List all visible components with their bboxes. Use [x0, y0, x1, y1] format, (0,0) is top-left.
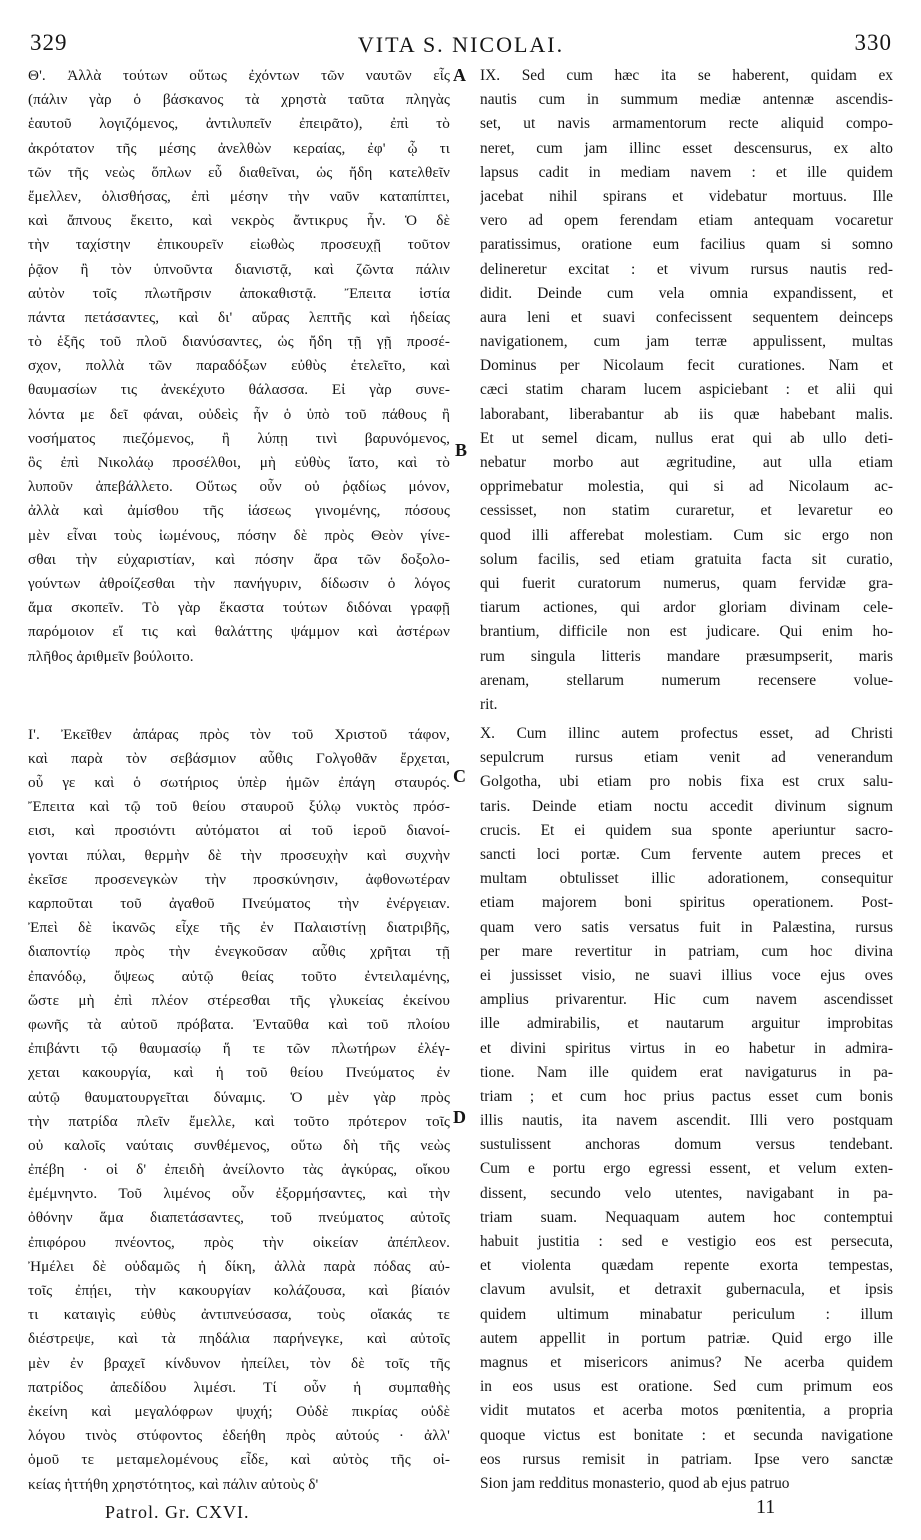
- right-page-number: 330: [854, 30, 892, 55]
- text-line: ῥᾷον ἢ τὸν ὑπνοῦντα διανιστᾷ, καὶ ζῶντα πάλιν: [28, 260, 450, 278]
- text-line: αὐτῷ θαυματουργεῖται δύναμις. Ὁ μὲν γὰρ πρὸς: [28, 1088, 450, 1106]
- latin-paragraph-ix: [480, 64, 893, 717]
- text-line: ἐπέβη · οἱ δ' ἐπειδὴ ἀνείλοντο τὰς ἀγκύρας, οἴκου: [28, 1161, 450, 1179]
- text-line: clavum avulsit, et detraxit gubernacula, et ipsis: [480, 1281, 893, 1299]
- text-line: λυποῦν ἀπεβάλλετο. Οὕτως οὖν οὐ ῥᾳδίως μόνον,: [28, 478, 450, 496]
- text-line: per mare revertitur in patriam, cum hoc divina: [480, 942, 893, 960]
- text-line: παρόμοιον εἴ τις καὶ θαλάττης ψάμμον καὶ ἀστέρων: [28, 623, 450, 641]
- text-line: ἐπανόδῳ, ὄψεως αὐτῷ θείας τοῦτο ἐντειλαμένης,: [28, 967, 450, 985]
- text-line: aura leni et suavi confecissent sequentem deinceps: [480, 308, 893, 326]
- text-line: εισι, καὶ προσιόντι αὐτόματοι αἱ τοῦ ἱεροῦ διανοί-: [28, 822, 450, 840]
- text-line: τὴν ταχίστην ἐπικουρεῖν εἰωθὼς προσευχῇ τοῦτον: [28, 236, 450, 254]
- text-line: Ι'. Ἐκεῖθεν ἀπάρας πρὸς τὸν τοῦ Χριστοῦ τάφον,: [28, 725, 450, 743]
- text-line: etiam majorem boni spiritus operationem. Post-: [480, 894, 893, 912]
- text-line: τὴν πατρίδα πλεῖν ἔμελλε, καὶ τοῦτο πρότερον τοῖς: [28, 1112, 450, 1130]
- text-line: σθαι τὴν εὐχαριστίαν, καὶ πόσην ἄρα τῶν δοξολο-: [28, 550, 450, 568]
- text-line: dissent, secundo velo utentes, navigabant in pa-: [480, 1184, 893, 1202]
- text-line: αὐτὸν τοῖς πλωτῆρσιν ἀποκαθιστᾷ. Ἔπειτα ἱστία: [28, 284, 450, 302]
- text-line: lapsus cadit in mediam navem : et ille quidem: [480, 163, 893, 181]
- text-line: τοῖς ἐπῄει, τὴν κακουργίαν κολάζουσα, καὶ βίαιόν: [28, 1282, 450, 1299]
- text-line: didit. Deinde cum vela omnia expandissent, et: [480, 284, 893, 302]
- text-line: magnus et misericors animus? Ne acerba quidem: [480, 1353, 893, 1371]
- text-line: (πάλιν γὰρ ὁ βάσκανος τὰ χρηστὰ ταῦτα πληγὰς: [28, 91, 450, 109]
- text-line: ὀθόνην ἅμα διαπετάσαντες, τοῦ πνεύματος αὐτοῖς: [28, 1209, 450, 1227]
- text-line: σχον, πολλὰ τῶν παραδόξων εὐθὺς ἐτελεῖτο, καὶ: [28, 357, 450, 375]
- margin-letter-b: B: [455, 440, 468, 460]
- text-line: καρποῦται τοῦ ἀγαθοῦ Πνεύματος τὴν ἐνέργειαν.: [28, 895, 450, 912]
- text-line: quidem ultimum minabatur periculum : illum: [480, 1305, 893, 1323]
- text-line: ἅμα σκοπεῖν. Τὸ γὰρ ἕκαστα τούτων διδόναι γραφῇ: [28, 599, 450, 617]
- text-line: vero ad opem ferendam etiam antequam vocaretur: [480, 212, 893, 230]
- text-line: θαυμασίων τις ἀνεκέχυτο θάλασσα. Εἰ γὰρ συνε-: [28, 381, 450, 399]
- text-line: ἐπιφόρου πνέοντος, πρὸς τὴν οἰκείαν ἀπέπλεον.: [28, 1233, 450, 1251]
- text-line: taris. Deinde etiam noctu accedit divinum signum: [480, 797, 893, 815]
- text-line: jacebat nihil spirans et videbatur mortuus. Ille: [480, 187, 893, 205]
- text-line: amplius privarentur. Hic cum navem ascendisset: [480, 991, 893, 1009]
- text-line: Cum e portu ergo egressi essent, et velum exten-: [480, 1160, 893, 1178]
- text-line: ὃς ἐπὶ Νικολάῳ προσέλθοι, μὴ εὐθὺς ἴατο, καὶ τὸ: [28, 454, 450, 471]
- text-line: πλῆθος ἀριθμεῖν βούλοιτο.: [28, 647, 194, 665]
- paragraph-gap: [28, 669, 450, 723]
- text-line: ille admirabilis, et nautarum arguitur improbitas: [480, 1015, 893, 1033]
- latin-paragraph-x: [480, 722, 893, 1496]
- text-line: γούντων ἀθροίζεσθαι τὴν πανήγυριν, δίδωσιν ὁ λόγος: [28, 574, 450, 592]
- text-line: opprimebatur molestia, qui si ad Nicolaum ac-: [480, 478, 893, 496]
- text-line: τῶν τῆς νεὼς ὅπλων εὖ διαθεῖναι, ὡς ἤδη κατελθεῖν: [28, 163, 450, 181]
- text-line: οὗ γε καὶ ὁ σωτήριος ὑπὲρ ἡμῶν ἐπάγη σταυρός.: [28, 774, 450, 792]
- margin-letter-c: C: [453, 766, 466, 786]
- footer-signature-number: 11: [756, 1496, 776, 1518]
- text-line: μὲν εἶναι τοὺς ἰωμένους, πόσην δὲ πρὸς Θεὸν γίνε-: [28, 526, 450, 544]
- text-line: eos rursus remisit in patriam. Ipse vero sanctæ: [480, 1450, 893, 1468]
- text-line: καὶ παρὰ τὸν σεβάσμιον αὖθις Γολγοθᾶν ἔρχεται,: [28, 749, 450, 767]
- text-line: ἑαυτοῦ λογιζόμενος, ἀντιλυπεῖν ἐπειρᾶτο), ἐπὶ τὸ: [28, 115, 450, 133]
- text-line: sepulcrum rursus etiam venit ad venerandum: [480, 749, 893, 767]
- text-line: ἔμελλεν, ὀλισθήσας, ἐπὶ μέσην τὴν ναῦν καταπίπτει,: [28, 187, 450, 205]
- text-line: quam vero satis versatus fuit in Palæstina, rursus: [480, 918, 893, 936]
- text-line: in eos usus est oratione. Sed cum primum eos: [480, 1378, 893, 1396]
- page-header: [30, 30, 892, 60]
- text-line: Golgotha, ubi etiam pro nobis fixa est crux salu-: [480, 773, 893, 791]
- text-line: crucis. Et ei quidem sua sponte aperiuntur sacro-: [480, 821, 893, 839]
- text-line: nautis cum in summum mediæ antennæ ascendis-: [480, 91, 893, 109]
- text-line: qui fuerit curatorum numerus, quam fervidæ gra-: [480, 574, 893, 592]
- text-line: sancti loci portæ. Cum fervente autem preces et: [480, 846, 893, 863]
- text-line: multam obtulisset illic adorationem, consequitur: [480, 870, 893, 888]
- text-line: nebatur morbo aut ægritudine, aut ulla etiam: [480, 454, 893, 471]
- text-line: arenam, stellarum numerum recensere volue-: [480, 671, 893, 689]
- text-line: sustulissent anchoras domum versus tendebant.: [480, 1136, 893, 1154]
- text-line: οὐ καλοῖς ναύταις συνθέμενος, οὕτω δὴ τῆς νεὼς: [28, 1136, 450, 1154]
- latin-column: [480, 64, 893, 1496]
- left-page-number: 329: [30, 30, 68, 55]
- text-line: triam ; et cum hoc prius pactus esset cum bonis: [480, 1087, 893, 1105]
- text-line: navigationem, cum jam terræ appulissent, multas: [480, 333, 893, 351]
- text-line: νοσήματος πιεζόμενος, ἢ λύπῃ τινὶ βαρυνόμενος,: [28, 429, 450, 447]
- text-line: πατρίδος ἀπεδίδου λιμέσι. Τί οὖν ἡ συμπαθὴς: [28, 1378, 450, 1396]
- text-line: φωνῆς τὰ αὐτοῦ πρόβατα. Ἐνταῦθα καὶ τοῦ πλοίου: [28, 1015, 450, 1033]
- text-line: ei jussisset visio, ne suavi illius voce ejus oves: [480, 966, 893, 984]
- text-line: Et ut semel dicam, nullus erat qui ab ullo deti-: [480, 429, 893, 447]
- text-line: Sion jam redditus monasterio, quod ab ejus patruo: [480, 1474, 790, 1492]
- text-line: ἐκεῖσε προσενεγκὼν τὴν προσκύνησιν, ἀφθονωτέραν: [28, 870, 450, 888]
- text-line: μὲν ἐν βραχεῖ κίνδυνον ἠπείλει, τὸν δὲ τοῖς τῆς: [28, 1354, 450, 1372]
- text-line: ἐκείνη καὶ μεγαλόφρων ψυχή; Οὐδὲ πικρίας οὐδὲ: [28, 1402, 450, 1420]
- text-line: διέστρεψε, καὶ τὰ πηδάλια παρήνεγκε, καὶ αὐτοῖς: [28, 1330, 450, 1348]
- text-line: Θ'. Ἀλλὰ τούτων οὕτως ἐχόντων τῶν ναυτῶν εἷς: [28, 67, 450, 84]
- text-line: paratissimus, oratione eum facilius quam si somno: [480, 236, 893, 254]
- text-line: Ἐπεὶ δὲ ἱκανῶς εἶχε τῆς ἐν Παλαιστίνῃ διατριβῆς,: [28, 919, 450, 937]
- greek-column: [28, 64, 450, 1497]
- text-line: πάντα πετάσαντες, καὶ δι' αὔρας λεπτῆς καὶ ἡδείας: [28, 308, 450, 326]
- text-line: quod illi afferebat molestiam. Cum sic ergo non: [480, 526, 893, 544]
- text-line: triam suam. Nequaquam autem hoc contemptui: [480, 1208, 893, 1226]
- text-line: χεται κακουργία, καὶ ἡ τοῦ θείου Πνεύματος ἐν: [28, 1064, 450, 1082]
- text-line: X. Cum illinc autem profectus esset, ad Christi: [480, 725, 893, 743]
- text-line: ὁμοῦ τε μεταμελομένους εἶδε, καὶ αὐτὸς τῆς οἰ-: [28, 1451, 450, 1469]
- greek-paragraph-ix: [28, 64, 450, 669]
- text-line: laborabant, liberabantur ab iis quæ habebant malis.: [480, 405, 893, 423]
- text-line: ἐπιβάντι τῷ θαυμασίῳ ἥ τε τῶν πλωτήρων ἐλέγ-: [28, 1040, 450, 1058]
- text-line: autem appellit in portum patriæ. Quid ergo ille: [480, 1329, 893, 1347]
- text-line: ὥστε μὴ ἐπὶ πλέον στέρεσθαι τῆς γλυκείας ἐκείνου: [28, 991, 450, 1009]
- text-line: tione. Nam ille quidem erat navigaturus in pa-: [480, 1063, 893, 1081]
- text-line: γονται πύλαι, θερμὴν δὲ τὴν προσευχὴν καὶ συχνὴν: [28, 846, 450, 864]
- text-line: rum singula litteris mandare præsumpserit, maris: [480, 647, 893, 665]
- footer-volume: Patrol. Gr. CXVI.: [105, 1502, 250, 1522]
- text-line: set, ut navis armamentorum recte aliquid compo-: [480, 115, 893, 133]
- text-line: delineretur excitat : et vivum rursus nautis red-: [480, 260, 893, 278]
- text-line: et divini spiritus virtus in eo habetur in admira-: [480, 1039, 893, 1057]
- text-line: λόγου τινὸς στύφοντος ἐδεήθη πρὸς αὐτούς · ἀλλ': [28, 1427, 450, 1445]
- text-line: brantium, difficile non est judicare. Qui enim ho-: [480, 623, 893, 641]
- text-line: τὸ ἑξῆς τοῦ πλοῦ διανύσαντες, ὡς ἤδη τῇ γῇ προσέ-: [28, 333, 450, 351]
- text-line: διαποντίῳ πρὸς τὴν ἐνεγκοῦσαν αὖθις χρῆται τῇ: [28, 943, 450, 961]
- text-line: et violenta quædam repente exorta tempestas,: [480, 1257, 893, 1275]
- margin-letter-d: D: [453, 1107, 466, 1127]
- text-line: ἀκρότατον τῆς μέσης ἀνελθὼν κεραίας, ἐφ' ᾧ τι: [28, 139, 450, 157]
- text-line: λόντα με δεῖ φάναι, οὐδεὶς ἦν ὁ ὑπὸ τοῦ πάθους ἢ: [28, 405, 450, 423]
- text-line: Ἔπειτα καὶ τῷ τοῦ θείου σταυροῦ ξύλῳ νυκτὸς πρόσ-: [28, 798, 450, 816]
- running-title: VITA S. NICOLAI.: [357, 32, 565, 57]
- text-line: IX. Sed cum hæc ita se haberent, quidam ex: [480, 67, 893, 84]
- text-line: τι καταιγὶς εὐθὺς ἀντιπνεύσασα, τοὺς οἴακάς τε: [28, 1306, 450, 1324]
- text-line: tiarum actiones, qui ardor gloriam divinam cele-: [480, 599, 893, 617]
- margin-letter-a: A: [453, 65, 466, 85]
- text-line: vidit mutatos et acerba motos pœnitentia, a propria: [480, 1402, 893, 1420]
- text-line: ἀλλὰ καὶ ἀμίσθου τῆς ἰάσεως γινομένης, πόσους: [28, 502, 450, 520]
- text-line: neret, cum jam illinc esset descensurus, ex alto: [480, 139, 893, 157]
- text-line: ἐμέμνηντο. Τοῦ λιμένος οὖν ἐξορμήσαντες, καὶ τὴν: [28, 1185, 450, 1203]
- text-line: Dominus per Nicolaum fecit curationes. Nam et: [480, 357, 893, 375]
- text-line: illis nautis, ita navem ascendit. Illi vero postquam: [480, 1112, 893, 1130]
- text-line: habuit justitia : sed e vestigio eos est persecuta,: [480, 1233, 893, 1250]
- text-line: Ἠμέλει δὲ οὐδαμῶς ἡ δίκη, ἀλλὰ παρὰ πόδας αὐ-: [28, 1257, 450, 1275]
- greek-paragraph-x: [28, 723, 450, 1497]
- text-line: solum facilis, sed etiam gratuita facta sit curatio,: [480, 550, 893, 568]
- text-line: rit.: [480, 695, 498, 713]
- text-line: καὶ ἄπνους ἔκειτο, καὶ νεκρὸς ἄντικρυς ἦν. Ὁ δὲ: [28, 212, 450, 230]
- text-line: κείας ἡττήθη χρηστότητος, καὶ πάλιν αὐτοὺς δ': [28, 1475, 319, 1493]
- text-line: cessisset, non statim curaretur, et levaretur eo: [480, 502, 893, 520]
- text-line: cæci statim charam lucem aspiciebant : et alii qui: [480, 381, 893, 399]
- text-line: quoque victus est bonitate : et secunda navigatione: [480, 1426, 893, 1444]
